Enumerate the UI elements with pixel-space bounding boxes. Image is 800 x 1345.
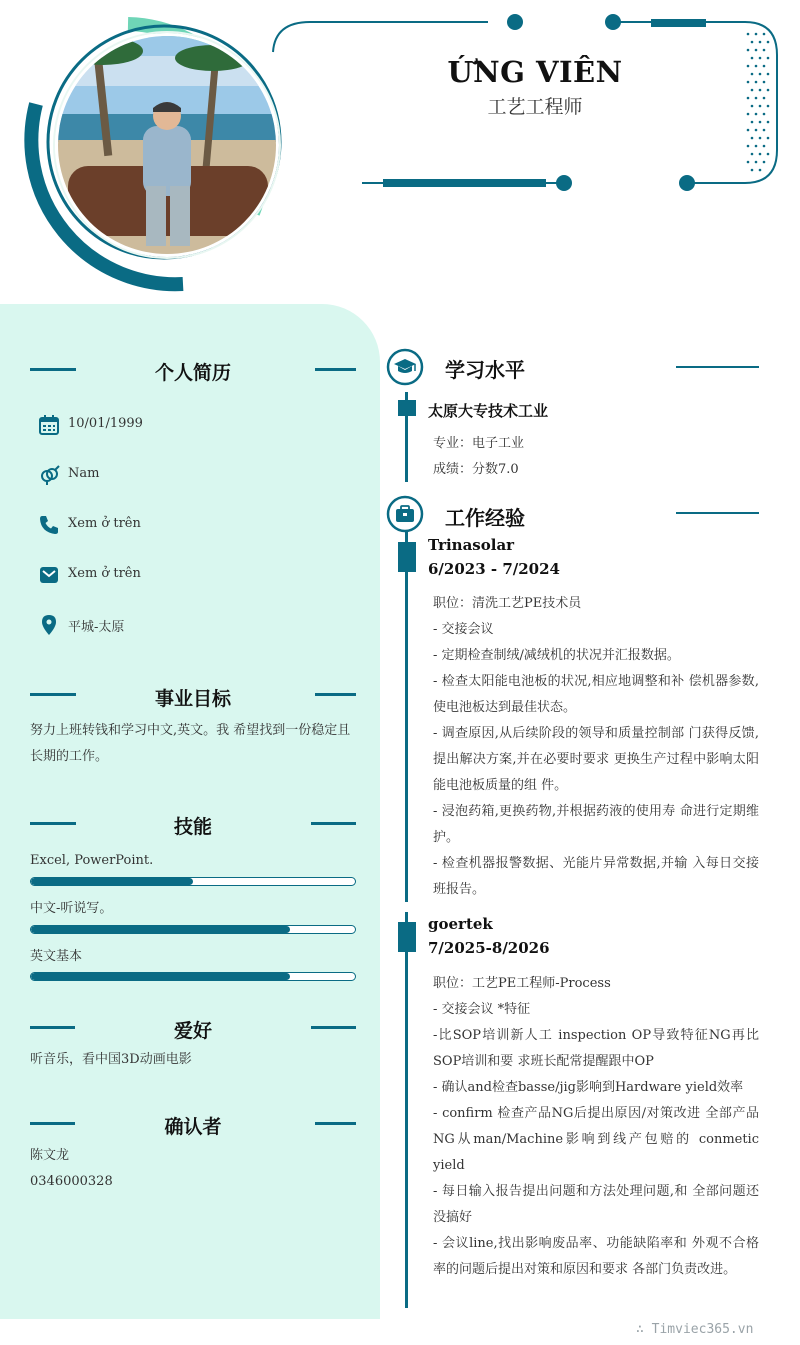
job-line: - 交接会议 *特征 (433, 1002, 531, 1017)
section-divider (30, 1122, 75, 1125)
section-divider (676, 366, 759, 368)
education-section-title: 学习水平 (445, 358, 525, 382)
section-divider (315, 368, 356, 371)
skill-progress-fill (31, 973, 290, 980)
job-line: - 交接会议 (433, 622, 494, 637)
experience-section-title: 工作经验 (445, 506, 525, 530)
reference-phone: 0346000328 (30, 1174, 113, 1189)
section-divider (676, 512, 759, 514)
job-description (433, 591, 759, 903)
graduation-cap-icon (386, 348, 424, 386)
personal-section-title: 个人简历 (154, 362, 231, 384)
skill-label: 英文基本 (30, 949, 83, 964)
skill-progress-bar (30, 877, 356, 886)
job-line: - 定期检查制绒/减绒机的状况并汇报数据。 (433, 648, 680, 663)
avatar-photo (55, 33, 279, 257)
skill-progress-bar (30, 925, 356, 934)
job-company: Trinasolar (428, 536, 515, 554)
avatar-illustration (58, 36, 276, 254)
section-divider (30, 693, 76, 696)
education-details (433, 431, 759, 483)
job-period: 6/2023 - 7/2024 (428, 560, 560, 578)
job-description (433, 971, 759, 1283)
watermark-text: Timviec365.vn (651, 1322, 754, 1337)
skill-progress-fill (31, 926, 290, 933)
gender: Nam (68, 466, 100, 481)
section-divider (311, 822, 356, 825)
gender-icon (38, 464, 60, 486)
education-grade: 成绩：分数7.0 (433, 462, 519, 477)
section-divider (311, 1026, 356, 1029)
candidate-job-title: 工艺工程师 (487, 96, 583, 118)
location-icon (38, 614, 60, 636)
objective-text: 努力上班转钱和学习中文,英文。我 希望找到一份稳定且长期的工作。 (30, 723, 351, 764)
section-divider (30, 822, 76, 825)
phone-number: Xem ở trên (68, 516, 141, 531)
job-line: - 会议line,找出影响废品率、功能缺陷率和 外观不合格率的问题后提出对策和原因和要求 各部门负责改进。 (433, 1236, 759, 1277)
timeline-marker (398, 922, 416, 952)
address: 平城-太原 (68, 620, 125, 635)
job-timeline (405, 532, 408, 902)
section-divider (30, 368, 76, 371)
job-line: 职位：清洗工艺PE技术员 (433, 596, 582, 611)
section-divider (30, 1026, 75, 1029)
email-address: Xem ở trên (68, 566, 141, 581)
hobbies-text: 听音乐，看中国3D动画电影 (30, 1052, 192, 1067)
phone-icon (38, 514, 60, 536)
skill-label: 中文-听说写。 (30, 901, 113, 916)
objective-section-title: 事业目标 (154, 688, 231, 710)
timeline-marker (398, 542, 416, 572)
job-line: - 检查太阳能电池板的状况,相应地调整和补 偿机器参数,使电池板达到最佳状态。 (433, 674, 759, 715)
birth-date: 10/01/1999 (68, 416, 143, 431)
reference-name: 陈文龙 (30, 1148, 70, 1163)
email-icon (38, 564, 60, 586)
skill-progress-fill (31, 878, 193, 885)
job-line: - confirm 检查产品NG后提出原因/对策改进 全部产品NG从man/Machine影响到线产包赔的 conmetic yield (433, 1106, 759, 1173)
job-line: 职位：工艺PE工程师-Process (433, 976, 611, 991)
job-line: - 调查原因,从后续阶段的领导和质量控制部 门获得反馈,提出解决方案,并在必要时要求 更换生产过程中影响太阳能电池板质量的组 件。 (433, 726, 759, 793)
candidate-name: ỨNG VIÊN (447, 55, 623, 89)
job-period: 7/2025-8/2026 (428, 939, 550, 957)
skill-progress-bar (30, 972, 356, 981)
job-line: - 浸泡药箱,更换药物,并根据药液的使用寿 命进行定期维护。 (433, 804, 759, 845)
watermark: ∴ Timviec365.vn (636, 1322, 754, 1337)
job-line: - 确认and检查basse/jig影响到Hardware yield效率 (433, 1080, 744, 1095)
skill-label: Excel, PowerPoint. (30, 853, 154, 868)
job-line: - 每日输入报告提出问题和方法处理问题,和 全部问题还没搞好 (433, 1184, 759, 1225)
education-major: 专业：电子工业 (433, 436, 525, 451)
job-line: -比SOP培训新人工 inspection OP导致特征NG再比SOP培训和要 求班长配常提醒跟中OP (433, 1028, 759, 1069)
job-timeline (405, 912, 408, 1308)
school-name: 太原大专技术工业 (428, 402, 549, 420)
briefcase-icon (386, 495, 424, 533)
job-company: goertek (428, 915, 493, 933)
reference-section-title: 确认者 (164, 1116, 222, 1138)
section-divider (315, 693, 356, 696)
calendar-icon (38, 414, 60, 436)
hobbies-section-title: 爱好 (173, 1020, 212, 1042)
timeline-marker (398, 400, 416, 416)
job-line: - 检查机器报警数据、光能片异常数据,并输 入每日交接班报告。 (433, 856, 759, 897)
skills-section-title: 技能 (173, 816, 212, 838)
section-divider (315, 1122, 356, 1125)
